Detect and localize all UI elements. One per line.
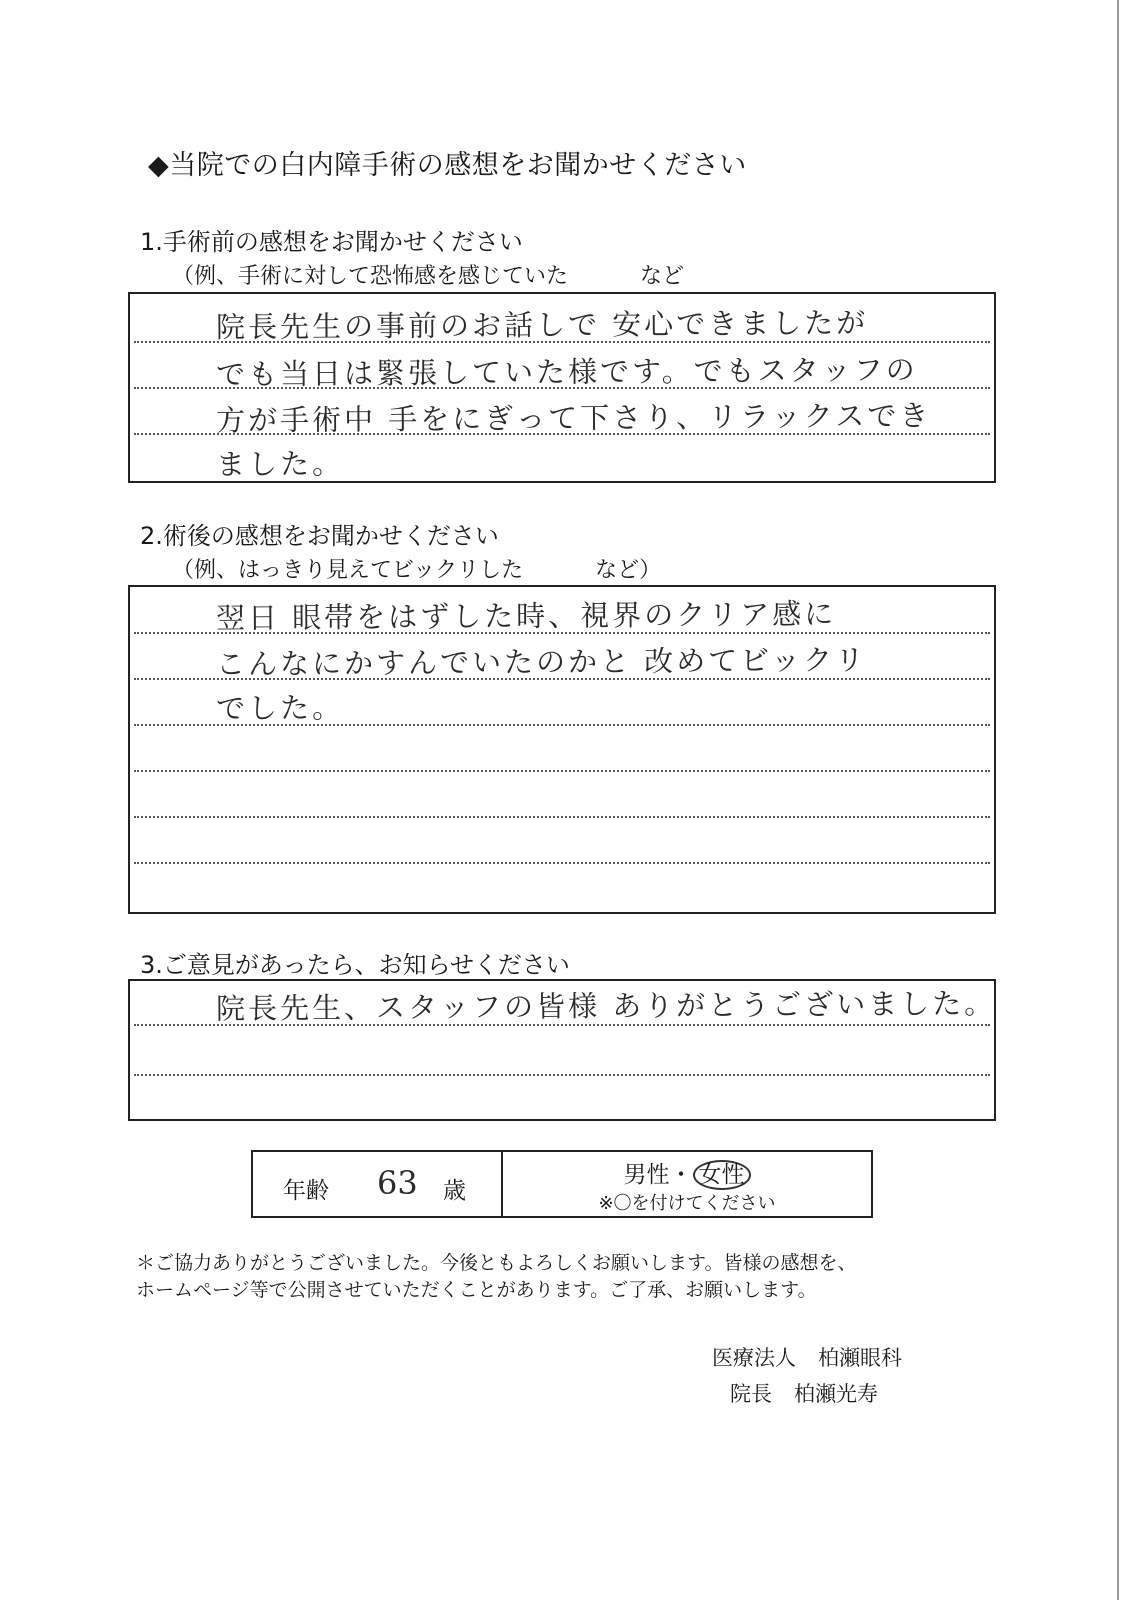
director-name: 柏瀬光寿 — [794, 1382, 878, 1406]
question-2-example — [172, 553, 661, 584]
footnote-line-1: ＊ご協力ありがとうございました。今後ともよろしくお願いします。皆様の感想を、 — [136, 1252, 857, 1274]
handwritten-line: でした。 — [215, 690, 345, 726]
clinic-signature — [712, 1340, 902, 1412]
clinic-name: 柏瀬眼科 — [818, 1346, 902, 1370]
footnote-line-2: ホームページ等で公開させていただくことがあります。ご了承、お願いします。 — [136, 1279, 817, 1301]
age-cell[interactable] — [253, 1152, 503, 1216]
footnote — [136, 1250, 936, 1304]
handwritten-line: ました。 — [215, 446, 345, 482]
gender-instruction: ※〇を付けてください — [598, 1193, 776, 1214]
respondent-info-table — [251, 1150, 873, 1218]
question-2-example-text: （例、はっきり見えてビックリした — [172, 558, 524, 583]
director-row — [712, 1376, 902, 1412]
ruled-line — [134, 770, 990, 772]
question-1-example — [172, 259, 684, 290]
handwritten-line: でも当日は緊張していた様です。でもスタッフの — [215, 352, 918, 392]
handwritten-line: 方が手術中 手をにぎって下さり、リラックスでき — [215, 398, 932, 438]
ruled-line — [134, 816, 990, 818]
question-1-title: 1.手術前の感想をお聞かせください — [140, 228, 523, 256]
question-3-answer-box[interactable] — [128, 979, 996, 1121]
question-2-example-tail: など） — [595, 558, 662, 583]
age-label: 年齢 — [283, 1178, 329, 1204]
age-unit: 歳 — [443, 1178, 466, 1204]
director-title: 院長 — [730, 1382, 772, 1406]
gender-cell[interactable] — [503, 1152, 871, 1216]
handwritten-line: 院長先生の事前のお話しで 安心できましたが — [215, 305, 869, 345]
page-title: ◆当院での白内障手術の感想をお聞かせください — [148, 150, 747, 181]
question-1-example-tail: など — [640, 264, 685, 289]
ruled-line — [134, 1074, 990, 1076]
question-2-title: 2.術後の感想をお聞かせください — [140, 522, 499, 550]
clinic-row — [712, 1340, 902, 1376]
handwritten-line: 翌日 眼帯をはずした時、視界のクリア感に — [215, 596, 837, 636]
question-1-answer-box[interactable] — [128, 292, 996, 483]
age-value: 63 — [377, 1164, 418, 1202]
scan-edge-line — [1117, 0, 1119, 1600]
question-3-title: 3.ご意見があったら、お知らせください — [140, 951, 570, 979]
question-1-example-text: （例、手術に対して恐怖感を感じていた — [172, 264, 569, 289]
clinic-corporation: 医療法人 — [712, 1346, 796, 1370]
question-2-answer-box[interactable] — [128, 585, 996, 914]
gender-option-female[interactable]: 女性 — [693, 1160, 751, 1190]
gender-separator: ・ — [669, 1162, 693, 1188]
handwritten-line: 院長先生、スタッフの皆様 ありがとうございました。 — [215, 986, 997, 1026]
ruled-line — [134, 862, 990, 864]
gender-options — [503, 1156, 871, 1190]
handwritten-line: こんなにかすんでいたのかと 改めてビックリ — [215, 642, 868, 682]
gender-option-male[interactable]: 男性 — [623, 1162, 670, 1188]
